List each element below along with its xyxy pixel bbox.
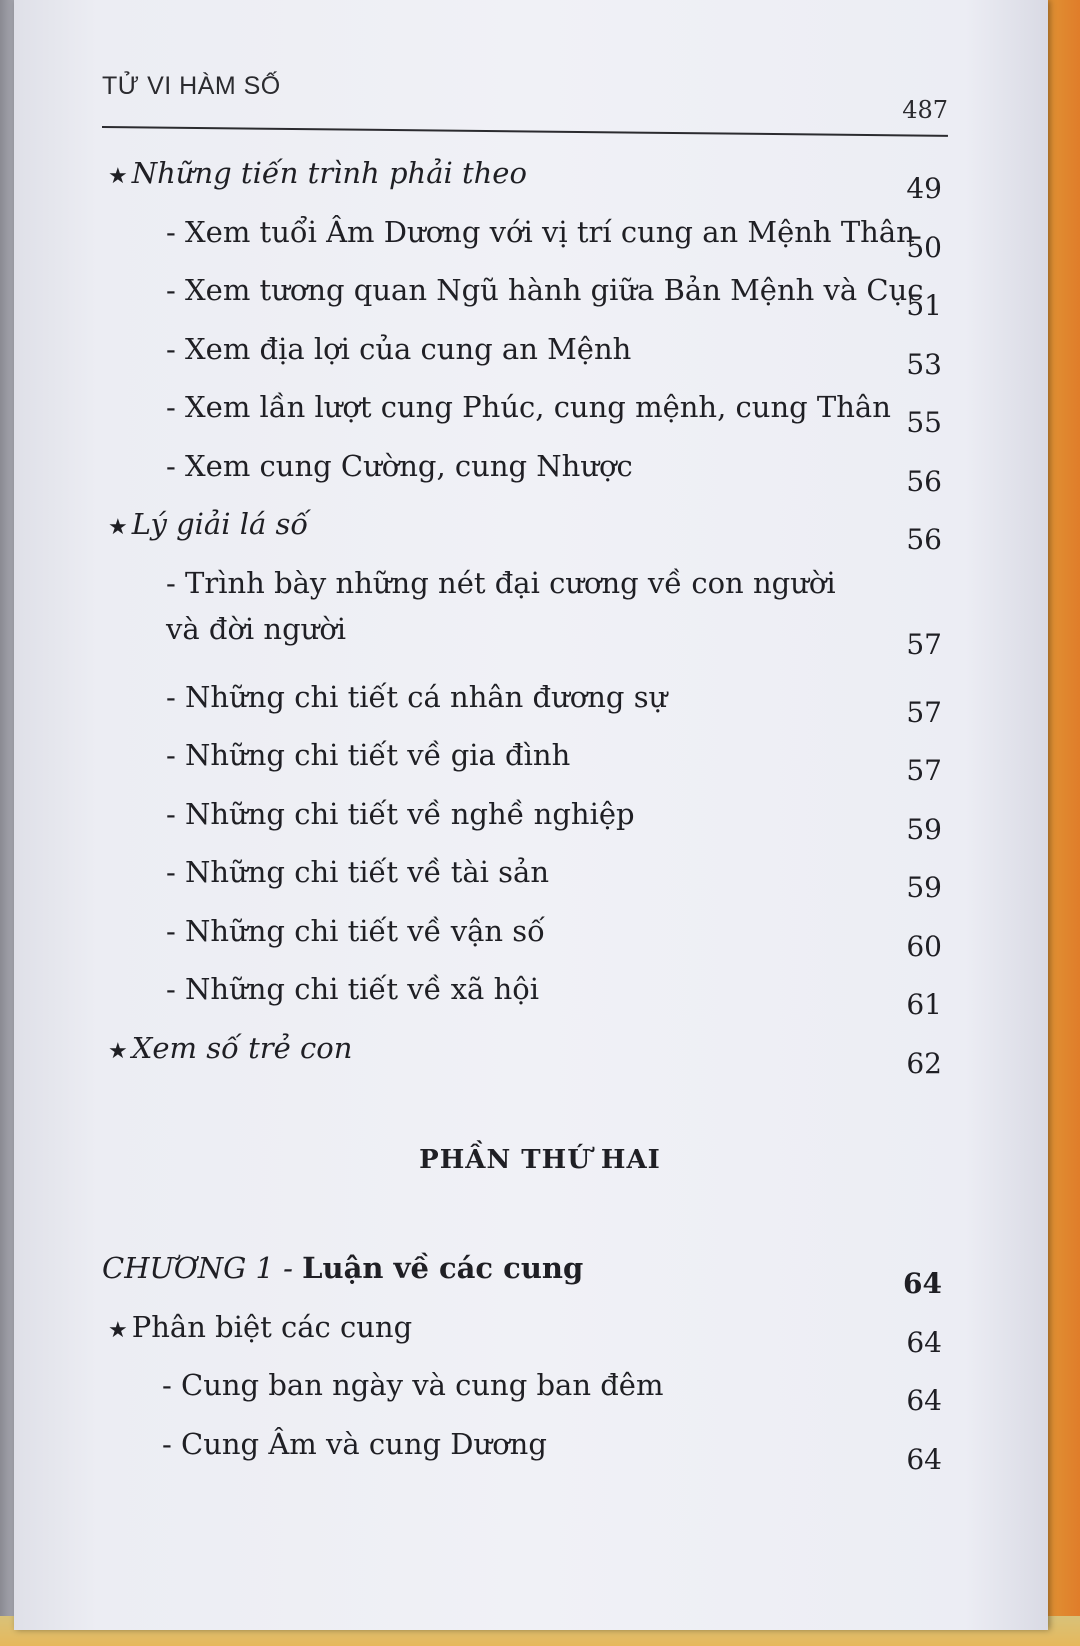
toc-entry-page: 62 [906, 1046, 942, 1080]
toc-entry-section [102, 1304, 948, 1363]
toc-entry-page: 64 [903, 1267, 942, 1300]
toc-entry [102, 443, 948, 502]
star-icon: ★ [108, 1038, 128, 1064]
toc-entry-section [102, 501, 948, 560]
chapter-title: Luận về các cung [302, 1251, 584, 1285]
toc-entry [102, 791, 948, 850]
part-heading: PHẦN THỨ HAI [419, 1145, 661, 1175]
toc-entry [102, 560, 948, 612]
toc-entry-continuation [102, 612, 948, 674]
toc-entry [102, 849, 948, 908]
toc-entry [102, 732, 948, 791]
toc-entry-label: - Những chi tiết về tài sản [166, 855, 549, 889]
toc-entry-section [102, 150, 948, 209]
toc-entry-page: 57 [906, 695, 942, 729]
toc-entry-label: - Cung ban ngày và cung ban đêm [162, 1368, 664, 1402]
toc-entry-label: Phân biệt các cung [131, 1309, 413, 1344]
toc-entry [102, 966, 948, 1025]
toc-entry-label: - Những chi tiết về gia đình [166, 738, 571, 772]
toc-entry-label: - Xem tương quan Ngũ hành giữa Bản Mệnh và Cục [166, 273, 924, 307]
toc-entry-page: 56 [906, 523, 942, 556]
toc-entry-label: - Những chi tiết cá nhân đương sự [166, 679, 668, 714]
toc-entry-page: 53 [906, 347, 942, 381]
toc-entry-page: 50 [906, 230, 942, 264]
page-header [102, 72, 948, 132]
toc-entry-label: - Xem lần lượt cung Phúc, cung mệnh, cung Thân [166, 390, 891, 424]
toc-entry-label: - Những chi tiết về nghề nghiệp [166, 796, 635, 831]
toc-entry-label: - Những chi tiết về vận số [166, 913, 545, 948]
toc-entry-page: 64 [906, 1384, 942, 1417]
toc-entry-page: 56 [906, 464, 942, 498]
toc-entry-section [102, 1025, 948, 1084]
toc-entry-label: - Những chi tiết về xã hội [166, 972, 539, 1006]
toc-entry [102, 908, 948, 967]
toc-entry [102, 1362, 948, 1421]
toc-entry-page: 60 [906, 929, 942, 963]
toc-entry-page: 64 [906, 1442, 942, 1476]
toc-entry-page: 59 [906, 871, 942, 904]
toc-entry-page: 57 [906, 627, 942, 661]
toc-entry-page: 61 [906, 988, 942, 1021]
toc-entry-page: 57 [906, 754, 942, 787]
table-of-contents [102, 150, 948, 1479]
toc-entry-label: Những tiến trình phải theo [131, 156, 527, 190]
page-number: 487 [902, 96, 948, 124]
star-icon: ★ [108, 1317, 128, 1343]
book-page [14, 0, 1048, 1630]
toc-entry-label: - Trình bày những nét đại cương về con người [166, 565, 836, 600]
toc-entry [102, 209, 948, 268]
toc-entry-page: 55 [906, 406, 942, 439]
toc-entry-label: Xem số trẻ con [131, 1030, 353, 1065]
star-icon: ★ [108, 515, 128, 540]
toc-entry [102, 384, 948, 443]
toc-entry-page: 51 [906, 289, 942, 322]
toc-entry [102, 1421, 948, 1480]
toc-entry-page: 64 [906, 1325, 942, 1359]
chapter-prefix: CHƯƠNG 1 - [102, 1251, 293, 1285]
toc-entry-page: 59 [906, 812, 942, 846]
toc-entry-label: - Cung Âm và cung Dương [162, 1426, 547, 1461]
toc-entry-label: - Xem tuổi Âm Dương với vị trí cung an Mệnh Thân [166, 214, 915, 249]
toc-entry-label-continued: và đời người [166, 611, 347, 646]
toc-entry-page: 49 [906, 172, 942, 205]
running-title: TỬ VI HÀM SỐ [102, 72, 281, 100]
toc-chapter [102, 1245, 948, 1304]
toc-entry-label: - Xem cung Cường, cung Nhược [166, 448, 633, 483]
toc-entry [102, 267, 948, 326]
toc-entry [102, 674, 948, 733]
star-icon: ★ [108, 164, 128, 189]
toc-entry-label: - Xem địa lợi của cung an Mệnh [166, 331, 632, 366]
toc-entry-label: Lý giải lá số [131, 507, 309, 541]
toc-entry [102, 326, 948, 385]
